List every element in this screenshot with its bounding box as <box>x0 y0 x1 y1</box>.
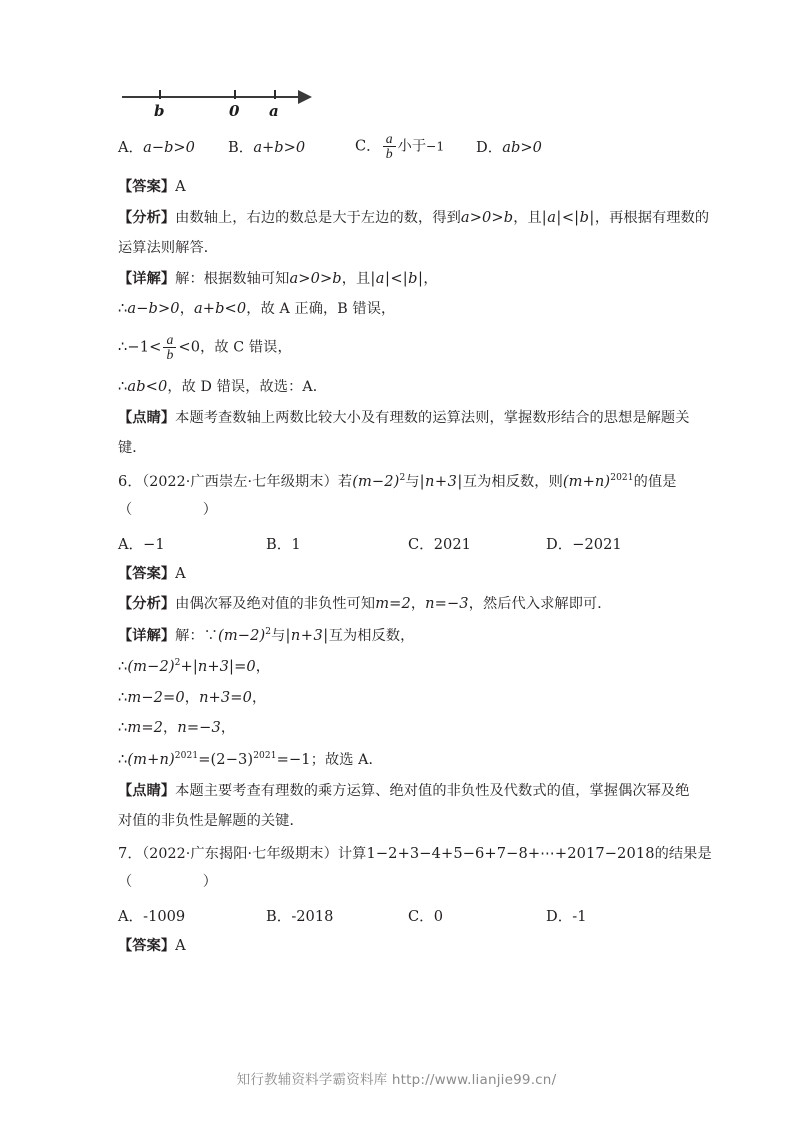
q5-detail-lt: < <box>390 269 403 287</box>
q5-options-row <box>118 131 693 166</box>
q6-step-4-text: ；故选 A． <box>310 751 383 768</box>
q6-step-4-math-1: (m+n) <box>127 750 175 768</box>
q6-options-row <box>118 533 693 553</box>
q6-analysis-line <box>118 597 693 612</box>
q6-step-3-end: ， <box>220 720 236 737</box>
q7-option-b-label: B． <box>266 907 292 925</box>
q7-option-a-label: A． <box>118 907 144 925</box>
q7-option-c-label: C． <box>408 907 434 925</box>
number-line-figure <box>120 78 380 130</box>
q6-step-1-math-2: +|n+3|=0 <box>180 658 256 676</box>
q6-step-4 <box>118 752 693 767</box>
q6-step-1 <box>118 659 693 674</box>
q6-detail-math-1: (m−2) <box>218 626 266 644</box>
q5-option-c-label: C． <box>355 137 381 155</box>
q6-step-4-eq-2: =−1 <box>276 750 311 768</box>
q5-step-3 <box>118 377 693 395</box>
q6-answer-parens <box>118 503 693 518</box>
q5-option-a[interactable] <box>118 136 195 157</box>
q5-analysis-text-1: 由数轴上，右边的数总是大于左边的数，得到 <box>175 209 461 226</box>
document-content <box>118 78 712 969</box>
q5-step-1-sep: ， <box>179 301 194 318</box>
q7-answer-value: A <box>175 936 186 954</box>
q6-analysis-tag: 【分析】 <box>118 596 176 613</box>
tick-label-a: a <box>269 102 279 120</box>
q7-option-d-text: -1 <box>572 907 587 925</box>
q5-analysis-tag: 【分析】 <box>118 209 176 226</box>
q7-paren-open: （ <box>118 874 133 891</box>
q6-step-2-math-1: m−2=0 <box>127 688 185 706</box>
q5-point-line-2 <box>118 441 693 456</box>
q6-stem-abs: |n+3| <box>419 472 463 490</box>
q6-analysis-text-2: ，然后代入求解即可． <box>468 596 612 613</box>
q7-option-c-text: 0 <box>433 907 444 925</box>
q6-stem-part-2: 与 <box>405 473 420 490</box>
q6-option-c-text: 2021 <box>433 535 471 553</box>
q6-analysis-math-1: m=2 <box>375 595 411 613</box>
q6-step-3-therefore: ∴ <box>118 719 128 737</box>
q7-stem-part-1: 计算 <box>337 845 367 862</box>
q5-option-d-text: ab>0 <box>502 139 542 156</box>
q6-step-1-therefore: ∴ <box>118 658 128 676</box>
q6-step-2-sep: ， <box>184 689 200 706</box>
q5-step-1-math-1: a−b>0 <box>127 300 180 318</box>
q5-analysis-text-4: 运算法则解答． <box>118 240 219 257</box>
q6-number: 6． <box>118 472 143 490</box>
q5-analysis-line-2 <box>118 241 693 256</box>
q5-step-1-text: ，故 A 正确，B 错误， <box>246 301 396 318</box>
q7-option-d[interactable] <box>546 905 587 926</box>
q7-answer-parens <box>118 875 693 890</box>
q6-detail-tag: 【详解】 <box>118 627 176 644</box>
q6-detail-line <box>118 628 693 643</box>
tick-label-zero: 0 <box>229 102 240 120</box>
q6-point-text-1: 本题主要考查有理数的乘方运算、绝对值的非负性及代数式的值，掌握偶次幂及绝 <box>175 782 690 799</box>
q7-answer-line <box>118 936 693 954</box>
q6-answer-line <box>118 564 693 582</box>
q6-detail-abs: |n+3| <box>285 626 329 644</box>
q5-answer-line <box>118 180 693 195</box>
q5-option-c-denominator: b <box>385 145 393 161</box>
q6-step-2-math-2: n+3=0 <box>199 688 252 706</box>
q5-detail-abs-a: |a| <box>370 269 391 287</box>
q5-step-2-math-1: −1< <box>127 338 162 356</box>
q7-stem-line <box>118 844 712 862</box>
q5-step-2-denominator: b <box>166 346 174 362</box>
q5-step-2-therefore: ∴ <box>118 338 128 356</box>
q6-detail-lead: 解：∵ <box>175 627 219 644</box>
q5-detail-math-1: a>0>b <box>289 269 342 287</box>
q6-stem-part-1: 若 <box>337 473 353 490</box>
q5-option-b-text: a+b>0 <box>253 139 306 156</box>
q6-step-3 <box>118 721 693 736</box>
q5-analysis-math-1: a>0>b <box>460 208 514 226</box>
q5-detail-mid: ，且 <box>341 270 371 287</box>
q6-analysis-sep: ， <box>410 596 426 613</box>
q6-option-c[interactable] <box>408 533 471 554</box>
q5-point-text-1: 本题考查数轴上两数比较大小及有理数的运算法则，掌握数形结合的思想是解题关 <box>175 409 690 426</box>
q5-step-2-math-2: <0 <box>178 338 201 356</box>
q5-analysis-text-2: ，且 <box>513 209 542 226</box>
q6-stem-math-2: (m+n) <box>562 472 611 490</box>
q6-point-line-1 <box>118 784 693 799</box>
q7-option-a[interactable] <box>118 905 185 926</box>
q6-analysis-math-2: n=−3 <box>425 595 469 613</box>
q6-step-1-math-1: (m−2) <box>127 658 175 676</box>
q6-step-3-math-1: m=2 <box>127 719 164 737</box>
q5-step-1-math-2: a+b<0 <box>193 300 247 318</box>
q5-option-c-value: −1 <box>426 138 445 154</box>
q5-detail-line-1 <box>118 269 693 287</box>
q6-detail-exponent-1: 2 <box>265 626 272 637</box>
q5-analysis-abs-a: |a| <box>541 208 562 226</box>
q7-option-a-text: -1009 <box>143 907 186 925</box>
q5-option-a-label: A． <box>118 139 144 156</box>
q6-option-d-text: −2021 <box>572 535 622 553</box>
q5-step-3-therefore: ∴ <box>118 377 128 395</box>
q6-point-text-2: 对值的非负性是解题的关键． <box>118 813 304 830</box>
q5-step-2-numerator: a <box>163 333 176 348</box>
q6-step-2-end: ， <box>252 689 267 706</box>
q6-step-2 <box>118 688 693 706</box>
q6-step-1-end: ， <box>255 659 271 676</box>
tick-label-b: b <box>154 102 165 120</box>
q6-paren-close: ） <box>202 502 218 519</box>
q6-option-d[interactable] <box>546 533 622 554</box>
tick-mark-b <box>159 90 161 99</box>
q6-detail-text-2: 与 <box>271 627 286 644</box>
q7-option-c[interactable] <box>408 905 443 926</box>
q5-option-d-label: D． <box>476 139 503 156</box>
number-line-arrow-icon <box>298 90 312 104</box>
q6-detail-text-3: 互为相反数， <box>328 627 415 644</box>
q6-option-b-label: B． <box>266 535 292 553</box>
q5-option-c-fraction <box>383 132 396 161</box>
q5-answer-tag: 【答案】 <box>118 179 176 195</box>
q6-option-b[interactable] <box>266 533 301 554</box>
q5-answer-value: A <box>175 178 186 195</box>
q6-stem-part-4: 的值是 <box>633 473 677 490</box>
q5-point-text-2: 键． <box>118 440 147 457</box>
q7-paren-close: ） <box>202 874 218 891</box>
q7-option-d-label: D． <box>546 907 573 925</box>
q6-step-4-therefore: ∴ <box>118 750 128 768</box>
q5-step-2-fraction <box>163 333 176 362</box>
q6-answer-value: A <box>175 564 186 582</box>
q6-option-a-label: A． <box>118 535 144 553</box>
q7-stem-part-2: 的结果是 <box>654 845 712 862</box>
q5-analysis-lt: < <box>561 208 575 226</box>
q6-analysis-text-1: 由偶次幂及绝对值的非负性可知 <box>175 596 376 613</box>
q7-number: 7． <box>118 844 143 862</box>
q5-point-tag: 【点睛】 <box>118 409 176 426</box>
q5-option-b-label: B． <box>228 139 254 156</box>
q6-stem-line <box>118 474 693 489</box>
q5-detail-end: ， <box>423 270 438 287</box>
q6-step-1-exponent: 2 <box>174 658 181 669</box>
q6-option-a-text: −1 <box>143 535 165 553</box>
q7-stem-math: 1−2+3−4+5−6+7−8+⋯+2017−2018 <box>366 844 655 862</box>
q6-answer-tag: 【答案】 <box>118 565 176 582</box>
q5-detail-tag: 【详解】 <box>118 270 176 287</box>
q6-stem-part-3: 互为相反数，则 <box>462 473 563 490</box>
q6-paren-open: （ <box>118 502 133 519</box>
q6-stem-exponent-2: 2021 <box>610 472 634 483</box>
q6-option-c-label: C． <box>408 535 434 553</box>
q5-detail-abs-b: |b| <box>402 269 424 287</box>
tick-mark-a <box>274 90 276 99</box>
q6-step-4-eq-1: =(2−3) <box>198 750 254 768</box>
q5-option-a-text: a−b>0 <box>143 139 195 156</box>
q5-option-b[interactable] <box>228 136 305 157</box>
q5-step-3-text: ，故 D 错误，故选：A． <box>167 378 327 395</box>
q6-point-line-2 <box>118 814 693 829</box>
q5-analysis-text-3: ，再根据有理数的 <box>594 209 710 226</box>
q5-option-d[interactable] <box>476 136 542 157</box>
q6-stem-exponent-1: 2 <box>399 472 406 483</box>
q6-step-4-exponent-1: 2021 <box>174 751 199 762</box>
q6-step-2-therefore: ∴ <box>118 688 128 706</box>
q6-source: （2022·广西崇左·七年级期末） <box>142 473 338 490</box>
q5-step-3-math-1: ab<0 <box>127 377 168 395</box>
q5-step-2-text: ，故 C 错误， <box>200 339 292 356</box>
q5-step-1 <box>118 302 693 317</box>
q6-option-a[interactable] <box>118 533 165 554</box>
q6-option-b-text: 1 <box>291 535 301 553</box>
q6-option-d-label: D． <box>546 535 573 553</box>
q5-step-2 <box>118 333 693 362</box>
q5-point-line-1 <box>118 411 693 426</box>
q5-option-c[interactable] <box>355 132 444 161</box>
q5-analysis-abs-b: |b| <box>574 208 595 226</box>
q6-point-tag: 【点睛】 <box>118 782 176 799</box>
q5-detail-lead: 解：根据数轴可知 <box>175 270 290 287</box>
q7-option-b-text: -2018 <box>291 907 334 925</box>
q6-step-3-math-2: n=−3 <box>177 719 221 737</box>
q5-step-1-therefore: ∴ <box>118 300 128 318</box>
footer-watermark: 知行教辅资料学霸资料库 http://www.lianjie99.cn/ <box>236 1072 557 1088</box>
tick-mark-zero <box>234 90 236 99</box>
q5-option-c-text: 小于 <box>397 138 427 155</box>
q5-option-c-numerator: a <box>383 132 396 147</box>
q6-step-3-sep: ， <box>163 720 178 737</box>
q6-step-4-exponent-2: 2021 <box>253 751 277 762</box>
q5-analysis-line-1 <box>118 208 710 226</box>
q7-answer-tag: 【答案】 <box>118 937 176 954</box>
q6-stem-math-1: (m−2) <box>352 472 400 490</box>
q7-source: （2022·广东揭阳·七年级期末） <box>142 845 338 862</box>
q7-option-b[interactable] <box>266 905 333 926</box>
q7-options-row <box>118 905 693 925</box>
